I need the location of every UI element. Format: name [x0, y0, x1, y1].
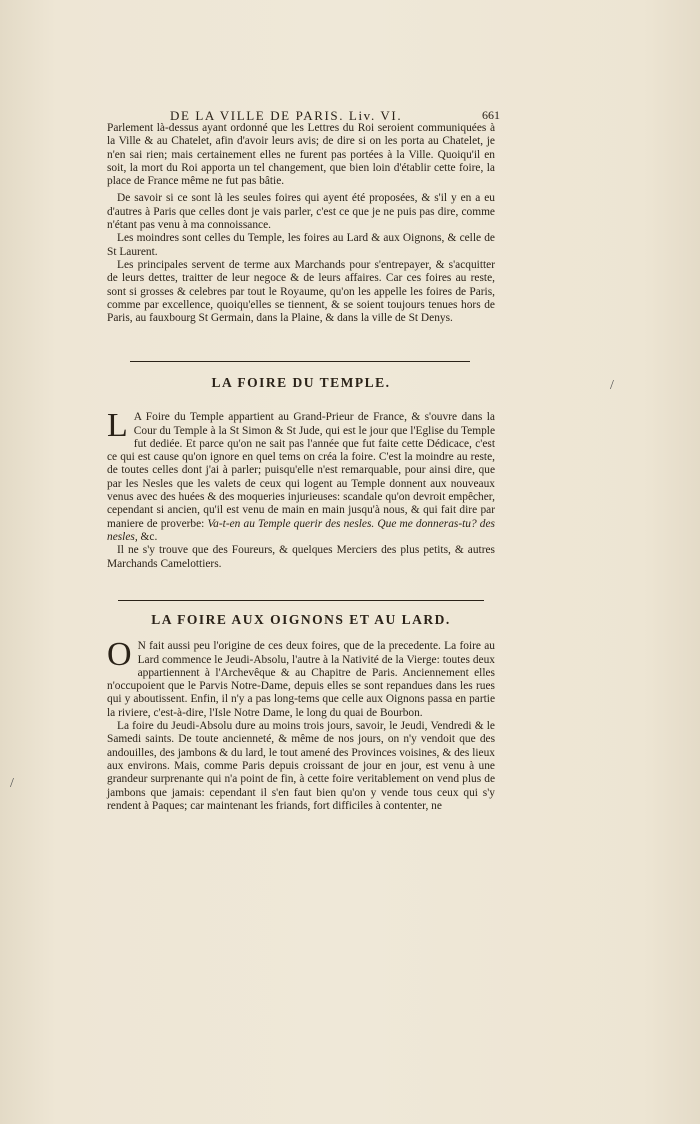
oignons-paragraph-1 [107, 636, 495, 720]
temple-proverb: Va-t-en au Temple querir des nesles. Que me donneras-tu? des nesles, [107, 517, 495, 543]
temple-text-end: &c. [140, 530, 158, 543]
intro-paragraph-3: Les moindres sont celles du Temple, les foires au Lard & aux Oignons, & celle de St Laurent. [107, 232, 495, 258]
intro-paragraph-2: De savoir si ce sont là les seules foires qui ayent été proposées, & s'il y en a eu d'autres à Paris que celles dont je vais parler, c'est ce que je ne puis pas dire, comme n'étant pas venu à ma connoissance. [107, 192, 495, 232]
margin-mark: / [610, 378, 614, 393]
temple-text: A Foire du Temple appartient au Grand-Prieur de France, & s'ouvre dans la Cour du Temple à la St Simon & St Jude, qui est le jour que l'Eglise du Temple fut dediée. Et parce qu'on ne sait pas l'année que fut faite cette Dédicace, c'est ce qui est cause qu'on ignore en quel tems on créa la foire. C'est la moindre au reste, de toutes celles dont j'ai à parler; puisqu'elle n'est remarquable, pour ainsi dire, que par les Nesles que les valets de ceux qui logent au Temple donnent aux nouveaux venus avec des huées & des moqueries injurieuses: scandale qu'on devroit empêcher, cependant si ancien, qu'il est venu de main en main jusqu'à nous, & qui fait dire par maniere de proverbe: [107, 411, 495, 530]
section-title-temple: LA FOIRE DU TEMPLE. [211, 375, 391, 390]
running-title: DE LA VILLE DE PARIS. Liv. VI. [170, 108, 403, 123]
dropcap-l: L [107, 407, 128, 445]
intro-paragraph-1: Parlement là-dessus ayant ordonné que les Lettres du Roi seroient communiquées à la Ville & au Chatelet, afin d'avoir leurs avis; de dire si on les porta au Chatelet, je n'en sai rien; mais certainement elles ne furent pas portées à la Ville. Quoiqu'il en soit, la mort du Roi apporta un tel changement, que bien loin d'établir cette foire, la place de France même ne fut pas bâtie. [107, 122, 495, 188]
dropcap-o: O [107, 636, 132, 674]
margin-mark: / [10, 776, 14, 791]
intro-paragraph-4: Les principales servent de terme aux Marchands pour s'entrepayer, & s'acquitter de leurs dettes, traitter de leur negoce & de leurs affaires. Car ces foires au reste, sont si grosses & celebres par tout le Royaume, qu'on les appelle les foires de Paris, comme par excellence, quoiqu'elles se tiennent, & se soient toujours tenues hors de Paris, au fauxbourg St Germain, dans la Plaine, & dans la ville de St Denys. [107, 258, 495, 325]
page-number: 661 [482, 108, 500, 122]
section-temple [107, 376, 495, 571]
temple-paragraph-2: Il ne s'y trouve que des Foureurs, & quelques Merciers des plus petits, & autres Marchands Camelottiers. [107, 544, 495, 570]
temple-paragraph-1 [107, 407, 495, 544]
section-divider-2 [118, 600, 484, 601]
section-divider-1 [130, 361, 470, 362]
section-title-oignons: LA FOIRE AUX OIGNONS ET AU LARD. [151, 612, 451, 627]
oignons-text: N fait aussi peu l'origine de ces deux foires, que de la precedente. La foire au Lard commence le Jeudi-Absolu, l'autre à la Nativité de la Vierge: toutes deux appartiennent à l'Archevêque & au Chapitre de Paris. Anciennement elles n'occupoient que le Parvis Notre-Dame, depuis elles se sont repandues dans les rues qui y aboutissent. Enfin, il n'y a pas long-tems que celle aux Oignons passa en partie la riviere, c'est-à-dire, l'Isle Notre Dame, le long du quai de Bourbon. [107, 640, 495, 719]
oignons-paragraph-2: La foire du Jeudi-Absolu dure au moins trois jours, savoir, le Jeudi, Vendredi & le Samedi saints. De toute ancienneté, & même de nos jours, on n'y vendoit que des andouilles, des jambons & du lard, le tout amené des Provinces voisines, & des lieux aux environs. Mais, comme Paris depuis croissant de jour en jour, est venu à une grandeur surprenante qui n'a point de fin, à cette foire veritablement on vend plus de jambons que jamais: cependant il s'en faut bien qu'on y vende tous ceux qui s'y rendent à Paques; car maintenant les friands, fort difficiles à contenter, ne [107, 720, 495, 812]
intro-block [107, 122, 495, 325]
section-oignons [107, 613, 495, 813]
